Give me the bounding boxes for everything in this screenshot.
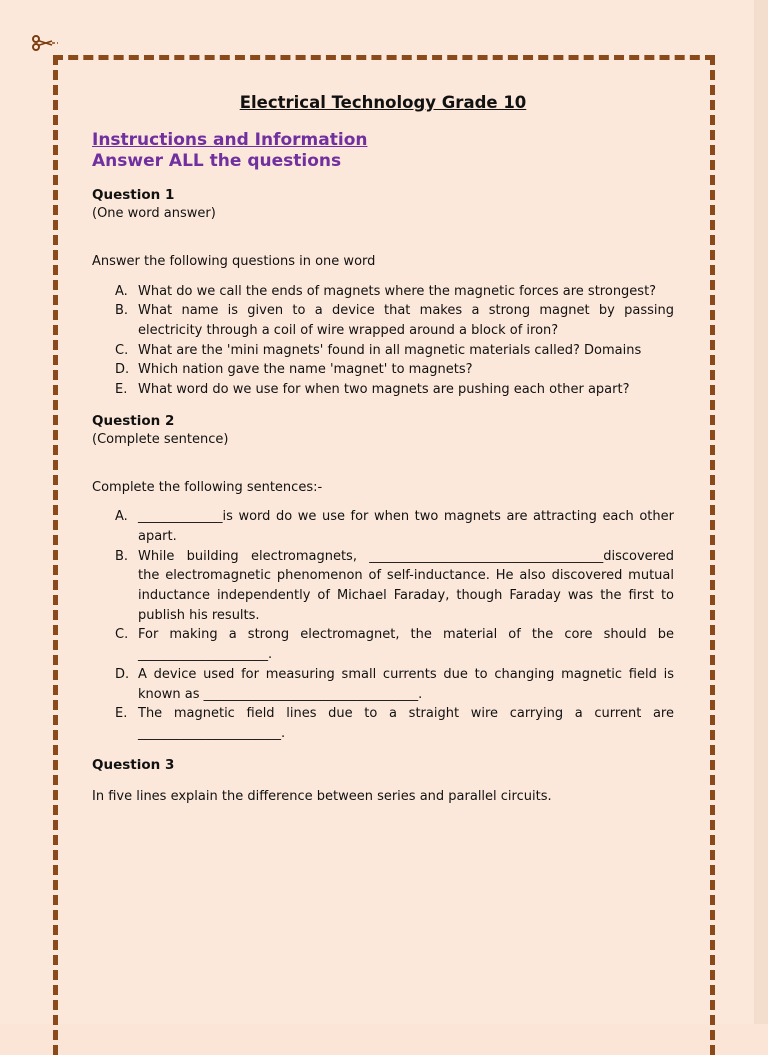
item-text: _____________is word do we use for when two magnets are attracting each other apart.	[138, 509, 674, 544]
list-item	[92, 547, 674, 626]
page-edge	[754, 0, 768, 1024]
question-1-heading: Question 1	[92, 187, 175, 203]
item-letter: C.	[115, 342, 129, 358]
item-letter: B.	[115, 548, 129, 564]
item-letter: C.	[115, 627, 129, 643]
question-3-heading: Question 3	[92, 756, 175, 773]
item-letter: A.	[115, 283, 128, 299]
question-1-note: (One word answer)	[92, 206, 216, 221]
list-item	[92, 665, 674, 704]
list-item	[92, 282, 674, 302]
instructions-subtitle: Answer ALL the questions	[92, 151, 342, 171]
item-text: Which nation gave the name 'magnet' to magnets?	[138, 362, 473, 378]
question-2-heading: Question 2	[92, 412, 175, 429]
list-item	[92, 301, 674, 340]
question-2-intro: Complete the following sentences:-	[92, 479, 323, 495]
list-item	[92, 380, 674, 400]
item-letter: E.	[115, 382, 128, 398]
instructions-title: Instructions and Information	[92, 130, 368, 150]
item-text: For making a strong electromagnet, the material of the core should be ____________________.	[138, 627, 674, 663]
question-1-list	[92, 282, 674, 400]
question-2-section	[92, 412, 674, 744]
list-item	[92, 360, 674, 380]
question-2-list	[92, 507, 674, 743]
item-text: What name is given to a device that makes a strong magnet by passing electricity through a coil of wire wrapped around a block of iron?	[138, 303, 674, 338]
item-letter: E.	[115, 706, 128, 722]
list-item	[92, 507, 674, 546]
item-text: The magnetic field lines due to a straight wire carrying a current are ______________________.	[138, 706, 674, 741]
question-3-text: In five lines explain the difference between series and parallel circuits.	[92, 788, 552, 804]
list-item	[92, 341, 674, 361]
item-letter: B.	[115, 303, 129, 319]
item-text: What do we call the ends of magnets where the magnetic forces are strongest?	[138, 283, 657, 299]
list-item	[92, 625, 674, 664]
question-2-note: (Complete sentence)	[92, 431, 229, 447]
scissors-icon	[30, 30, 58, 52]
item-text: What are the 'mini magnets' found in all magnetic materials called? Domains	[138, 342, 642, 358]
question-1-section	[92, 186, 674, 400]
item-text: While building electromagnets, ____________________________________discovered the electromagnetic phenomenon of self-inductance. He also discovered mutual inductance independently of Michael Faraday, though Faraday was the first to publish his results.	[138, 548, 674, 623]
item-letter: D.	[115, 362, 130, 378]
item-text: What word do we use for when two magnets are pushing each other apart?	[138, 382, 630, 398]
question-3-section	[92, 756, 674, 807]
item-letter: D.	[115, 666, 130, 682]
list-item	[92, 704, 674, 743]
item-text: A device used for measuring small currents due to changing magnetic field is known as _________________________________.	[138, 666, 674, 702]
document-title: Electrical Technology Grade 10	[239, 93, 527, 112]
question-1-intro: Answer the following questions in one word	[92, 254, 376, 269]
item-letter: A.	[115, 509, 128, 525]
worksheet-content	[92, 92, 674, 806]
